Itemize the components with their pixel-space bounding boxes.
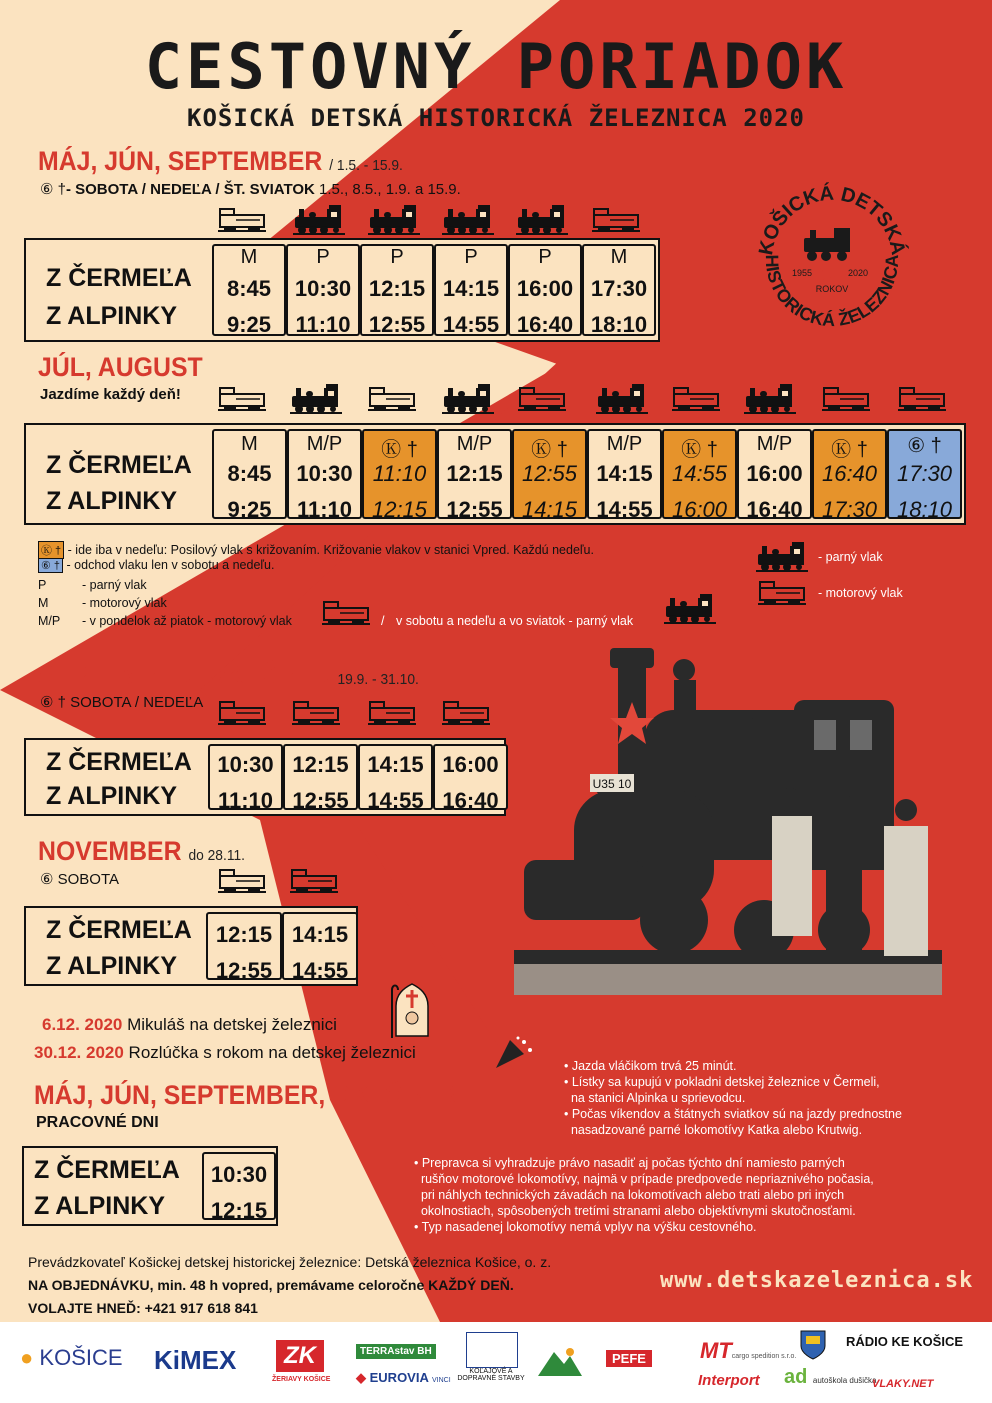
schedule-column (283, 744, 358, 813)
return-time: 14:55 (367, 788, 424, 813)
legend-steam-label: - parný vlak (818, 550, 883, 564)
note-line: rušňov motorové lokomotívy, najmä v prípade predpovede nepriaznivého počasia, (414, 1172, 874, 1186)
section3-heading: SEPTEMBER, OKTÓBER 19.9. - 31.10. (38, 660, 419, 690)
logo-mountain-icon (538, 1346, 582, 1376)
legend-m: M - motorový vlak (38, 596, 167, 610)
logo-kolajove: KOĽAJOVÉ A DOPRAVNÉ STAVBY (457, 1368, 525, 1382)
schedule-column (202, 1152, 276, 1223)
schedule-column (437, 429, 512, 522)
departure-time: 14:15 (367, 752, 424, 777)
schedule-column (887, 429, 962, 522)
schedule-table-5 (22, 1146, 278, 1226)
train-type: Ⓚ † (831, 439, 868, 461)
departure-time: 17:30 (590, 276, 648, 301)
schedule-column (360, 244, 434, 336)
schedule-table-2 (24, 423, 966, 525)
svg-text:2020: 2020 (848, 268, 869, 278)
return-time: 12:55 (292, 788, 349, 813)
departure-time: 10:30 (294, 276, 352, 301)
diesel-loco-icon (440, 696, 492, 734)
logo-pefe: PEFE (606, 1350, 652, 1367)
section2-note: Jazdíme každý deň! (40, 386, 181, 403)
website-link[interactable]: www.detskazeleznica.sk (660, 1268, 974, 1293)
row-label-cermel: Z ČERMEĽA (46, 451, 192, 479)
logo-kosice: ● KOŠICE (20, 1345, 123, 1370)
legend-diesel-label: - motorový vlak (818, 586, 903, 600)
diesel-loco-icon (216, 696, 268, 734)
return-time: 11:10 (296, 497, 353, 522)
coat-of-arms-icon (800, 1330, 826, 1360)
legend-p: P - parný vlak (38, 578, 147, 592)
note-line: • Prepravca si vyhradzuje právo nasadiť aj počas týchto dní namiesto parných (414, 1156, 845, 1170)
schedule-column (282, 912, 358, 983)
row-label-alpinka: Z ALPINKY (46, 302, 178, 330)
train-type: ⑥ † (907, 435, 942, 457)
departure-time: 14:15 (442, 276, 500, 301)
historic-locomotive-photo (514, 640, 942, 995)
notes-operator-rights (414, 1155, 974, 1235)
note-line: na stanici Alpinka u sprievodcu. (564, 1091, 746, 1105)
notes-travel-info (564, 1058, 964, 1138)
schedule-column (208, 744, 283, 813)
steam-loco-icon (744, 382, 796, 420)
logo-interport: Interport (698, 1372, 760, 1389)
schedule-column (512, 429, 587, 522)
diesel-loco-icon (290, 696, 342, 734)
row-label-alpinka: Z ALPINKY (34, 1192, 166, 1220)
departure-time: 16:00 (442, 752, 499, 777)
row-label-alpinka: Z ALPINKY (46, 952, 178, 980)
diesel-loco-icon (216, 864, 268, 902)
return-time: 14:15 (521, 497, 578, 522)
return-time: 11:10 (217, 788, 274, 813)
return-time: 14:55 (596, 497, 653, 522)
diesel-loco-icon (366, 382, 418, 420)
return-time: 9:25 (226, 312, 272, 337)
steam-loco-icon (368, 204, 420, 240)
diesel-loco-icon (896, 382, 948, 420)
steam-loco-icon (596, 382, 648, 420)
schedule-column (508, 244, 582, 336)
party-popper-icon (494, 1034, 536, 1070)
note-line: nasadzované parné lokomotívy Katka alebo Krutwig. (564, 1123, 863, 1137)
logo-kimex: KiMEX (154, 1345, 237, 1375)
note-line: • Jazda vláčikom trvá 25 minút. (564, 1059, 737, 1073)
section4-days: ⑥ SOBOTA (40, 871, 120, 888)
st-nicholas-icon (388, 982, 438, 1038)
return-time: 12:55 (446, 497, 503, 522)
departure-time: 8:45 (227, 461, 272, 486)
note-line: pri náhlych technických závadách na lokomotívach alebo trati alebo pri iných (414, 1188, 845, 1202)
departure-time: 8:45 (226, 276, 272, 301)
schedule-column (206, 912, 282, 983)
section5-heading: MÁJ, JÚN, SEPTEMBER, OKTÓBER (34, 1080, 457, 1110)
train-type: P (316, 246, 330, 268)
event-rozlucka: 30.12. 2020 Rozlúčka s rokom na detskej železnici (34, 1043, 416, 1062)
return-time: 12:55 (215, 958, 273, 983)
return-time: 12:15 (210, 1198, 268, 1223)
train-type: M (240, 246, 258, 268)
return-time: 18:10 (590, 312, 648, 337)
departure-time: 12:15 (292, 752, 349, 777)
return-time: 16:00 (671, 497, 728, 522)
steam-loco-icon (442, 382, 494, 420)
departure-time: 16:00 (746, 461, 803, 486)
section1-title: MÁJ, JÚN, SEPTEMBER (38, 146, 323, 176)
diesel-loco-icon (820, 382, 872, 420)
schedule-column (434, 244, 508, 336)
steam-loco-icon (664, 594, 716, 628)
row-label-alpinka: Z ALPINKY (46, 782, 178, 810)
note-line: okolnostiach, spôsobených tretími stranami alebo objektívnymi skutočnosťami. (414, 1204, 856, 1218)
section3-days: ⑥ † SOBOTA / NEDEĽA (40, 694, 204, 711)
footer-operator: Prevádzkovateľ Košickej detskej historickej železnice: Detská železnica Košice, o. z. (28, 1254, 552, 1270)
return-time: 11:10 (295, 312, 351, 337)
schedule-column (587, 429, 662, 522)
note-line: • Lístky sa kupujú v pokladni detskej železnice v Čermeli, (564, 1075, 880, 1089)
train-type: P (538, 246, 552, 268)
train-type: M/P (456, 433, 493, 455)
departure-time: 14:15 (291, 922, 349, 947)
anniversary-emblem (752, 180, 912, 340)
departure-time: 12:15 (215, 922, 273, 947)
train-type: M/P (306, 433, 343, 455)
return-time: 9:25 (227, 497, 272, 522)
section1-heading (38, 146, 403, 177)
departure-time: 10:30 (210, 1162, 268, 1187)
return-time: 14:55 (291, 958, 349, 983)
row-label-cermel: Z ČERMEĽA (46, 916, 192, 944)
logo-radio: RÁDIO KE KOŠICE (846, 1334, 964, 1349)
steam-loco-icon (293, 204, 345, 240)
schedule-column (212, 244, 286, 336)
schedule-column (812, 429, 887, 522)
logo-terrastav: TERRAstav BH (356, 1344, 436, 1359)
return-time: 18:10 (896, 497, 953, 522)
section5-days: PRACOVNÉ DNI (36, 1114, 159, 1131)
return-time: 14:55 (442, 312, 500, 337)
diesel-loco-icon (756, 578, 808, 612)
diesel-loco-icon (216, 204, 268, 240)
schedule-column (662, 429, 737, 522)
departure-time: 11:10 (372, 461, 427, 486)
legend-six: ⑥ † - odchod vlaku len v sobotu a nedeľu. (38, 558, 274, 573)
row-label-cermel: Z ČERMEĽA (46, 748, 192, 776)
schedule-column (358, 744, 433, 813)
train-type: P (390, 246, 404, 268)
logo-mt: MTcargo spedition s.r.o. (700, 1338, 797, 1363)
schedule-column (737, 429, 812, 522)
section1-range: / 1.5. - 15.9. (329, 157, 403, 174)
steam-loco-icon (516, 204, 568, 240)
row-label-alpinka: Z ALPINKY (46, 487, 178, 515)
steam-loco-icon (756, 542, 808, 576)
logo-zk-sub: ŽERIAVY KOŠICE (272, 1376, 331, 1383)
svg-text:ROKOV: ROKOV (815, 284, 849, 294)
row-label-cermel: Z ČERMEĽA (46, 264, 192, 292)
footer-phone: VOLAJTE HNEĎ: +421 917 618 841 (28, 1300, 258, 1316)
diesel-loco-icon (590, 204, 642, 240)
departure-time: 16:40 (821, 461, 878, 486)
section4-heading: NOVEMBER do 28.11. (38, 836, 245, 866)
departure-time: 12:15 (446, 461, 503, 486)
svg-text:65: 65 (819, 257, 845, 286)
schedule-table-1 (24, 238, 660, 342)
return-time: 12:15 (371, 497, 428, 522)
train-type: Ⓚ † (381, 439, 418, 461)
legend-mp-weekend: v sobotu a nedeľu a vo sviatok - parný vlak (396, 614, 634, 628)
svg-text:HISTORICKÁ ŽELEZNICA: HISTORICKÁ ŽELEZNICA (761, 254, 903, 331)
return-time: 12:55 (368, 312, 426, 337)
departure-time: 12:55 (521, 461, 578, 486)
departure-time: 12:15 (368, 276, 426, 301)
departure-time: 14:55 (671, 461, 728, 486)
row-label-cermel: Z ČERMEĽA (34, 1156, 180, 1184)
page-title: CESTOVNÝ PORIADOK (144, 30, 848, 103)
logo-kolajove-mark (466, 1332, 518, 1368)
schedule-table-3 (24, 738, 506, 816)
logo-eurovia: ◆ EUROVIA VINCI (356, 1370, 451, 1385)
diesel-loco-icon (288, 864, 340, 902)
train-type: Ⓚ † (531, 439, 568, 461)
train-type: M/P (606, 433, 643, 455)
svg-text:U35 10: U35 10 (592, 777, 632, 791)
departure-time: 10:30 (296, 461, 353, 486)
logo-zk: ZK (276, 1340, 324, 1372)
footer-order: NA OBJEDNÁVKU, min. 48 h vopred, premávame celoročne KAŽDÝ DEŇ. (28, 1277, 514, 1293)
diesel-loco-icon (366, 696, 418, 734)
return-time: 16:40 (746, 497, 803, 522)
svg-text:KOŠICKÁ DETSKÁ: KOŠICKÁ DETSKÁ (755, 182, 909, 257)
schedule-column (287, 429, 362, 522)
schedule-column (433, 744, 508, 813)
legend-mp: M/P - v pondelok až piatok - motorový vlak (38, 614, 292, 628)
section1-days: ⑥ †- SOBOTA / NEDEĽA / ŠT. SVIATOK 1.5., 8.5., 1.9. a 15.9. (40, 181, 461, 198)
section2-heading: JÚL, AUGUST (38, 352, 203, 382)
legend-k: Ⓚ † - ide iba v nedeľu: Posilový vlak s križovaním. Križovanie vlakov v stanici Vpred. Každú nedeľu. (38, 541, 594, 559)
schedule-column (362, 429, 437, 522)
page-subtitle: KOŠICKÁ DETSKÁ HISTORICKÁ ŽELEZNICA 2020 (187, 104, 805, 132)
diesel-loco-icon (320, 598, 372, 632)
schedule-column (582, 244, 656, 336)
legend-mp-sep: / (381, 614, 385, 628)
schedule-column (212, 429, 287, 522)
train-type: Ⓚ † (681, 439, 718, 461)
steam-loco-icon (290, 382, 342, 420)
logo-vlaky: VLAKY.NET (872, 1378, 934, 1390)
diesel-loco-icon (216, 382, 268, 420)
train-type: M (241, 433, 258, 455)
departure-time: 16:00 (516, 276, 574, 301)
departure-time: 10:30 (217, 752, 274, 777)
schedule-table-4 (24, 906, 358, 986)
note-line: • Počas víkendov a štátnych sviatkov sú na jazdy prednostne (564, 1107, 902, 1121)
event-mikulas: 6.12. 2020 Mikuláš na detskej železnici (42, 1015, 337, 1034)
departure-time: 17:30 (896, 461, 953, 486)
logo-ad: ad autoškola dušička (784, 1366, 877, 1388)
return-time: 16:40 (442, 788, 499, 813)
return-time: 16:40 (516, 312, 574, 337)
diesel-loco-icon (670, 382, 722, 420)
return-time: 17:30 (821, 497, 878, 522)
note-line: • Typ nasadenej lokomotívy nemá vplyv na výšku cestovného. (414, 1220, 757, 1234)
diesel-loco-icon (516, 382, 568, 420)
train-type: M/P (756, 433, 793, 455)
svg-text:1955: 1955 (792, 268, 813, 278)
steam-loco-icon (442, 204, 494, 240)
schedule-column (286, 244, 360, 336)
train-type: M (610, 246, 628, 268)
departure-time: 14:15 (596, 461, 653, 486)
train-type: P (464, 246, 478, 268)
